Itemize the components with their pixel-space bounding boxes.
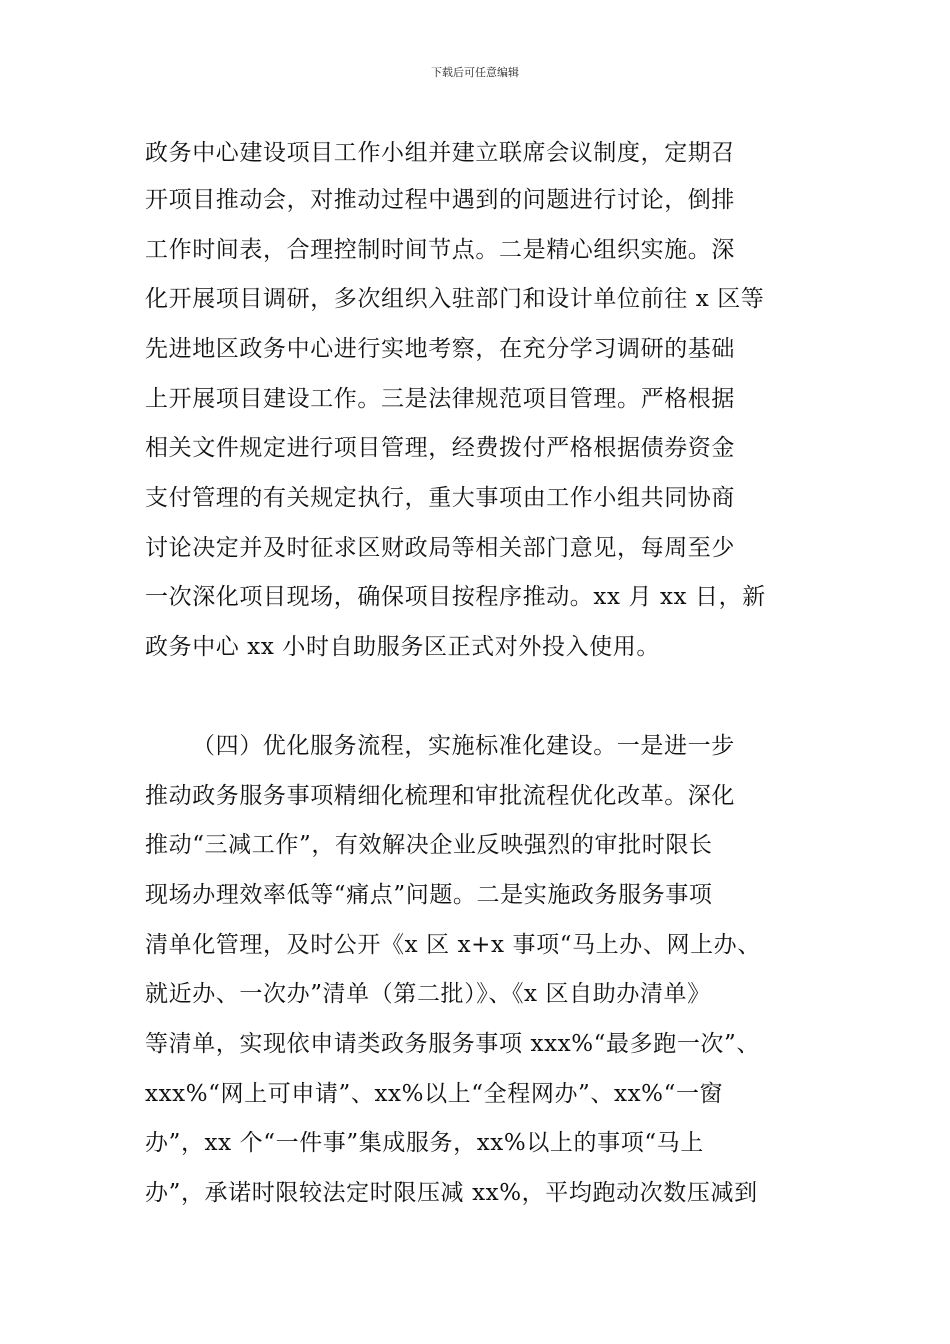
paragraph-2-line-5: 清单化管理，及时公开《x 区 x+x 事项“马上办、网上办、 [145, 932, 761, 958]
paragraph-1-line-10: 一次深化项目现场，确保项目按程序推动。xx 月 xx 日，新 [145, 584, 766, 610]
paragraph-2-line-7: 等清单，实现依申请类政务服务事项 xxx%“最多跑一次”、 [145, 1031, 760, 1057]
paragraph-1-line-7: 相关文件规定进行项目管理，经费拨付严格根据债券资金 [145, 435, 735, 461]
paragraph-1-line-11: 政务中心 xx 小时自助服务区正式对外投入使用。 [145, 634, 660, 660]
paragraph-1-line-4: 化开展项目调研，多次组织入驻部门和设计单位前往 x 区等 [145, 286, 765, 312]
paragraph-1-line-2: 开项目推动会，对推动过程中遇到的问题进行讨论，倒排 [145, 187, 735, 213]
page-header: 下载后可任意编辑 [431, 66, 519, 79]
paragraph-1-line-3: 工作时间表，合理控制时间节点。二是精心组织实施。深 [145, 237, 735, 263]
paragraph-2-line-2: 推动政务服务事项精细化梳理和审批流程优化改革。深化 [145, 783, 735, 809]
paragraph-2-line-4: 现场办理效率低等“痛点”问题。二是实施政务服务事项 [145, 882, 713, 908]
paragraph-2-line-6: 就近办、一次办”清单（第二批）》、《x 区自助办清单》 [145, 981, 711, 1007]
paragraph-1-line-6: 上开展项目建设工作。三是法律规范项目管理。严格根据 [145, 386, 735, 412]
paragraph-1-line-1: 政务中心建设项目工作小组并建立联席会议制度，定期召 [145, 140, 735, 166]
paragraph-2-line-10: 办”，承诺时限较法定时限压减 xx%，平均跑动次数压减到 [145, 1180, 758, 1206]
paragraph-2-line-8: xxx%“网上可申请”、xx%以上“全程网办”、xx%“一窗 [145, 1081, 724, 1107]
paragraph-1-line-9: 讨论决定并及时征求区财政局等相关部门意见，每周至少 [145, 535, 735, 561]
paragraph-2-line-1: （四）优化服务流程，实施标准化建设。一是进一步 [192, 733, 735, 759]
paragraph-2-line-3: 推动“三减工作”，有效解决企业反映强烈的审批时限长 [145, 832, 713, 858]
paragraph-1-line-5: 先进地区政务中心进行实地考察，在充分学习调研的基础 [145, 336, 735, 362]
paragraph-2-line-9: 办”，xx 个“一件事”集成服务，xx%以上的事项“马上 [145, 1130, 704, 1156]
paragraph-1-line-8: 支付管理的有关规定执行，重大事项由工作小组共同协商 [145, 485, 735, 511]
